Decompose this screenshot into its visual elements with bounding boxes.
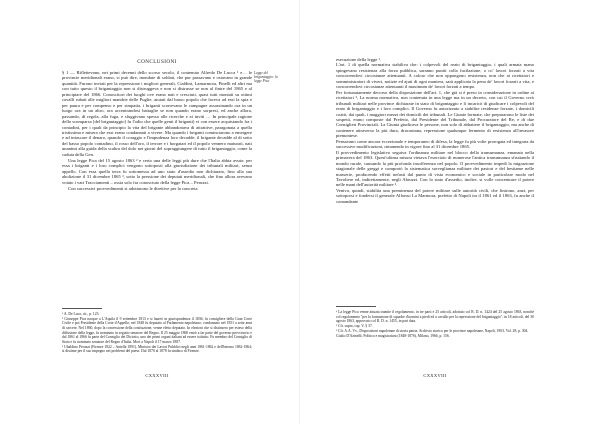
footnote: Giulio D'Azinelli, Politica e magistratura (1848-1876), Milano, 1966, p. 156.	[336, 333, 450, 338]
running-head: CONCLUSIONI	[137, 59, 177, 65]
footnote-rule	[336, 306, 376, 307]
paragraph: Per fortunatamente decorso della disposizione dell'art. 1, che già si è preso in considerazione in ordine ai ricettatori ², La norma normativa, non contenuta in una legge ma in un decreto, con cui il Governo creò tribunali militari nelle province dichiarate in stato di brigantaggio e li incaricò di giudicare i colpevoli del reato di brigantaggio e i loro complici. Il Governo fu autorizzato a stabilire residenze forzate, i domicili coatti, dai quali, i maggiori mezzi dei domicili dei tribunali. Le Giunte formate, che prepararono le liste dei sospetti, erano composte dal Prefetto, dal Presidente del Tribunale, dal Procuratore del Re, e di due Consiglieri Provinciali. La Giunta giudicava le persone, non solo di abbattere il brigantaggio, ma anche di contenere attraverso la più dura, draconiana, repressione qualunque fermento di resistenza all'invasore piemontese.	[336, 89, 534, 139]
left-body-text	[62, 70, 252, 191]
marginal-note: Legge del brigantaggio: la legge Pica	[254, 71, 278, 84]
paragraph: § 1 — Riflettevano, nei primi decenni dello scorso secolo, il contenuto Alfredo De Lucca ¹ e… le provincie meridionali erano, si può dire, inondate di soldati, che pur passavano e ostavano in grande quantità. Furono inviati per la repressione i migliori generali, Cialdini, Lamarmora, Pinelli ed altri ma con tutto questo il brigantaggio non si distruggeva e non si distrusse se non al finire del 1865 e al principiare del 1866. Conoscitori dei luoghi ove erano nati e cresciuti, quasi tutti montati su ottimi cavalli rubati alle migliori mandrie delle Puglie, aiutati dal basso popolo che faceva ad essi la spia e per paura e per compenso e per simpatia, i briganti scorrevano le campagne assassinando ora in un luogo ora in un altro, ora accentrandosi battaglie se non quando erano sorpresi, ed anche allora, passando, di regola, alla fuga, e sfuggivano spesso alle ricerche e ai inviti … In principale ragione della scomparsa [del brigantaggio] fu l'odio che quelle genti il briganti) vi con essere acquistando fra i contadini, per i quali da principio la vita del brigante abbandonava di attrattive, paragonata a quella tristissima e misera che essi erano condannati a vivere. Ma quando i briganti cominciarono a emergere e ad intascare il denaro, quando il coraggio e l'impudenza loro decadde, il brigante decadde al di sotto del basso popolo contadino, il rosso dell'oro, il terrore e i borgatari ed il popolo vennero maturati, nati unanimi alla guida della scaltra del dolo nei giorni del sopraggiungere di tutto il brigantaggio, come la caduta della Gen.	[62, 70, 252, 157]
footnote: ¹ A. De Luca, cit., p. 123.	[62, 312, 100, 316]
paragraph: L'art. 1 di quella normativa stabiliva che: i colpevoli del reato di brigantaggio, i quali armata mano spingevano resistenza alla forza pubblica, saranno puniti colla fucilazione, o co' lavori forzati a vita concorrendovi circostanze attenuanti. A coloro che non oppongono resistenza, non che ai ricettatori e somministratori di viveri, notizie ed ajuti di ogni maniera, sarà applicata la pena de' lavori forzati a vita, e concorrendovi circostanze attenuanti il maximum de' lavori forzati a tempo.	[336, 62, 534, 90]
paragraph: esecuzione della legge ¹.	[336, 57, 381, 62]
paragraph: Pensavano come ancora eccezionale e temporaneo di difesa, la legge fu più volte prorogata ed integrata da successive modificazioni, rimanendo in vigore fino al 31 dicembre 1865.	[336, 138, 534, 150]
paragraph: Il provvedimento legislativo seguiva l'ordinanza militare nel blocco della transumanza, emanata nella primavera del 1863. Quest'ultima misura vietava l'esercizio di numerose l'antica transumanza sfruttando il mondo rurale, causando la più profonda insofferenza nel popolo. Il provvedimento impedì la migrazione stagionale delle greggi e comportò la sistematica sorveglianza militare dei pastori e del bestiame nelle masserie, producendo effetti nefasti dal punto di vista economico e sociale in particolare modo nel Tavoliere ed, indirettamente, negli Abruzzi. Con lo stato d'assedio, inoltre, si volle concentrare il potere nelle mani dell'autorità militare ³.	[336, 149, 534, 188]
footnote: ³ Ubaldino Peruzzi (Firenze 1822 – Antella 1891), Ministro dei Lavori Pubblici negli anni 1861-1862 e dell'Interno 1862-1864; si distinse per il suo impegno nei problemi del paese. Dal 1870 al 1878 fu sindaco di Firenze.	[62, 344, 252, 354]
page-number: CXXXVIII	[423, 373, 447, 378]
footnote: ² Cfr. supra, cap. V, § 37.	[336, 324, 373, 329]
paragraph: Con successivi provvedimenti si adottarono le direttive per la concreta	[68, 185, 198, 191]
left-footnotes	[62, 312, 252, 354]
paragraph: Una legge Pica del 15 agosto 1863 ² e certo una delle leggi più dure che l'Italia abbia avuto: per essa i briganti e i loro complici vengono sottoposti alla giurisdizione dei tribunali militari, senza appello. Con essa quella terra fu sottomessa ad uno stato d'assedio non dichiarato, fino alla sua abolizione il 31 dicembre 1865 ³, sotto la pressione dei deputati meridionali, che fino allora avevano votato i vari Tracciamenti – ossia solo fra conosciuto della legge Pica – Peruzzi.	[62, 157, 252, 185]
footnote: ³ Cfr. A.A. Vv., Disposizioni napoletane di storia patria, Archivio storico per le province napoletane, Napoli, 1903, Vol. 28, p. 304.	[336, 328, 529, 333]
footnote-rule	[62, 308, 102, 309]
paragraph: Veniva, quindi, stabilita una preminenza del potere militare sulle autorità civili, che finirono, anzi, per sottoporsi e fondersi il generale Alfonso La Marmora, prefetto di Napoli tra il 1861 ed il 1863, fu anche il comandante	[336, 187, 534, 204]
footnote: ¹ La legge Pica venne attuata tramite il regolamento, in tre parti e 25 articoli, adottato col R. D. n. 1424 del 25 agosto 1863, nonché col regolamento "per la formazione di squadre d'uomini a piedi ed a cavallo per la repressione del brigantaggio", in 18 articoli, del 30 agosto 1863, approvato col R. D. n. 1455, in pari data.	[336, 310, 534, 324]
right-body-text	[336, 57, 534, 204]
page-number: CXXXVIII	[145, 373, 169, 378]
right-footnotes	[336, 310, 534, 339]
footnote: ² Giuseppe Pica nacque a L'Aquila il 9 settembre 1813 e si laureò in giurisprudenza il 1836; fu consigliere della Gran Corte Civile e poi Presidente della Corte d'Appello; nel 1848 fu deputato al Parlamento napoletano; condannato nel 1851 a sette anni di carcere. Nel 1860, dopo la concessione della costituzione, venne eletto deputato. In elezioni che si distinsero per esteso della diffusione della legge, fu nominato in seguito senatore del Regno. Il 25 maggio 1860 entrò a far parte del governo provvisorio e dal 1861 al 1866 fu parte del Consiglio dei Diciotto, uno dei primi organi italiani ad essere istituito. Fu membro del Consiglio di Stato e fu nominato senatore del Regno d'Italia. Morì a Napoli il 17 marzo 1887.	[62, 316, 252, 344]
right-page	[300, 0, 600, 424]
